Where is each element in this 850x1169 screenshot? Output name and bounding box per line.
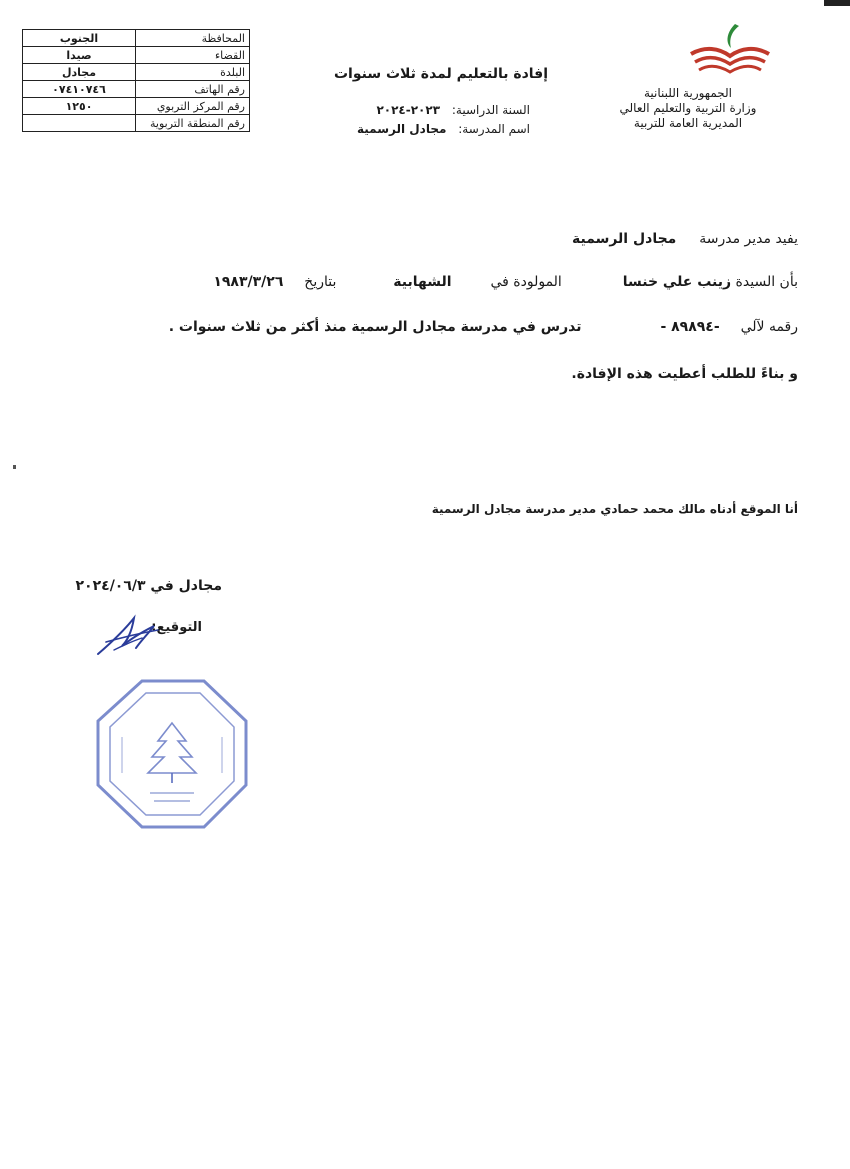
table-label: المحافظة: [136, 30, 250, 47]
body-text: رقمه لآلي: [740, 319, 798, 335]
scan-dot-mark: [13, 465, 16, 469]
body-text: بتاريخ: [304, 274, 337, 290]
body-line-1: [572, 231, 798, 247]
birth-place: الشهابية: [393, 274, 452, 290]
table-value: مجادل: [23, 64, 136, 81]
ministry-line: المديرية العامة للتربية: [633, 116, 743, 130]
body-text: يفيد مدير مدرسة: [699, 231, 798, 247]
official-stamp-seal: [92, 677, 252, 831]
ministry-block: [588, 86, 788, 131]
ministry-line: الجمهورية اللبنانية: [643, 86, 733, 100]
body-line-4: و بناءً للطلب أعطيت هذه الإفادة.: [571, 366, 798, 382]
signer-line: أنا الموقع أدناه مالك محمد حمادي مدير مدرسة مجادل الرسمية: [431, 502, 798, 516]
school-name-row: [350, 122, 530, 136]
table-value: [23, 115, 136, 132]
table-value: الجنوب: [23, 30, 136, 47]
table-row: [23, 98, 250, 115]
table-label: البلدة: [136, 64, 250, 81]
info-table: [22, 29, 250, 132]
school-name-label: اسم المدرسة:: [458, 122, 530, 136]
book-and-cedar-logo-icon: [687, 22, 773, 80]
body-line-2: [213, 274, 798, 290]
person-name: زينب علي خنسا: [622, 274, 732, 290]
body-text: بأن السيدة: [735, 274, 798, 290]
birth-date: ١٩٨٣/٣/٢٦: [213, 274, 284, 290]
table-row: [23, 115, 250, 132]
table-label: رقم المنطقة التربوية: [136, 115, 250, 132]
table-label: رقم الهاتف: [136, 81, 250, 98]
table-value: ٠٧٤١٠٧٤٦: [23, 81, 136, 98]
table-value: ١٢٥٠: [23, 98, 136, 115]
body-text: المولودة في: [490, 274, 562, 290]
school-year-value: ٢٠٢٣-٢٠٢٤: [376, 103, 441, 117]
signature-label: التوقيع:: [151, 620, 202, 635]
table-row: [23, 81, 250, 98]
employee-number: -٨٩٨٩٤ -: [660, 319, 720, 335]
document-title: إفادة بالتعليم لمدة ثلاث سنوات: [333, 66, 549, 82]
school-name: مجادل الرسمية: [571, 231, 677, 247]
place-date-line: مجادل في ٢٠٢٤/٠٦/٣: [75, 578, 222, 594]
table-label: القضاء: [136, 47, 250, 64]
table-label: رقم المركز التربوي: [136, 98, 250, 115]
school-name-value: مجادل الرسمية: [356, 122, 447, 136]
scan-corner-mark: [824, 0, 850, 6]
school-year-label: السنة الدراسية:: [451, 103, 530, 117]
table-row: [23, 47, 250, 64]
handwritten-signature: [92, 612, 164, 660]
table-row: [23, 64, 250, 81]
body-line-3: [169, 319, 798, 335]
table-value: صيدا: [23, 47, 136, 64]
school-year-row: [350, 103, 530, 117]
table-row: [23, 30, 250, 47]
body-text-bold: تدرس في مدرسة مجادل الرسمية منذ أكثر من ثلاث سنوات .: [168, 319, 582, 335]
ministry-line: وزارة التربية والتعليم العالي: [619, 101, 757, 115]
